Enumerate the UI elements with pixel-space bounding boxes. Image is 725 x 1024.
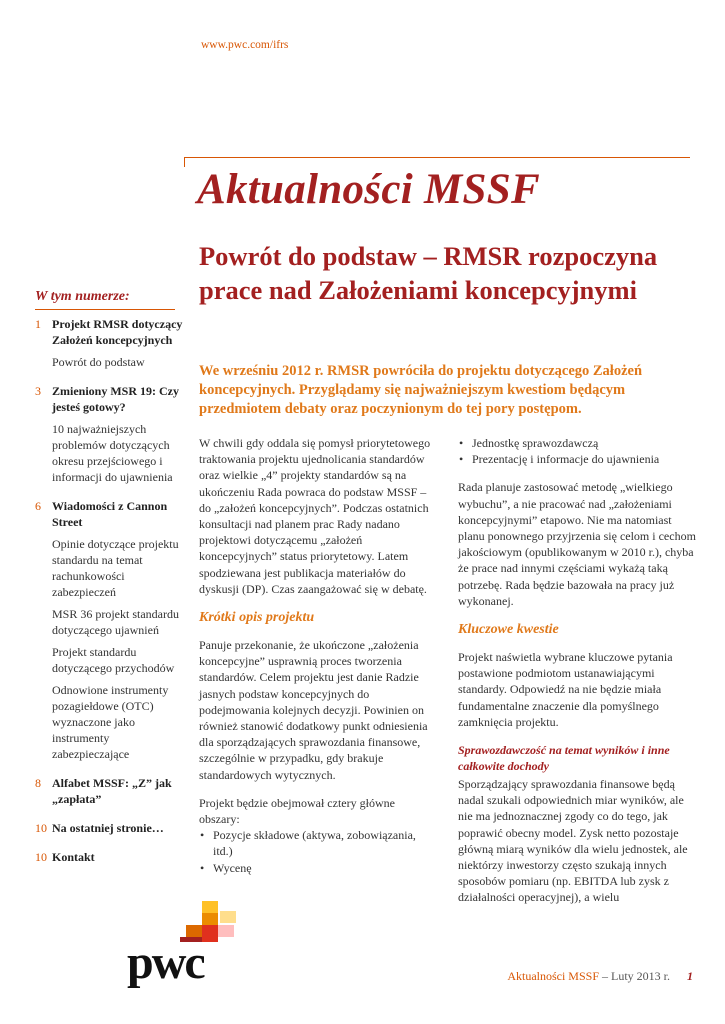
toc-entry-title: Na ostatniej stronie… (52, 821, 164, 835)
toc-page-number: 6 (35, 499, 41, 513)
section-heading: Kluczowe kwestie (458, 622, 559, 638)
toc-divider (35, 309, 175, 310)
website-url[interactable]: www.pwc.com/ifrs (201, 39, 289, 51)
masthead-title: Aktualności MSSF (197, 166, 540, 213)
page-number: 1 (687, 969, 693, 983)
footer-publication: Aktualności MSSF (507, 969, 599, 983)
paragraph: W chwili gdy oddala się pomysł priorytetowego traktowania projektu ujednolicania standardów oraz wielkie „4” projekty standardów są na ukończeniu Rada powraca do podstaw MSSF – do „założeń koncepcyjnych”. Podczas ostatnich konsultacji nad planem prac Rady nadano projektowi dotyczącemu „założeń koncepcyjnych” status priorytetowy. Latem spodziewana jest publikacja materiałów do dyskusji (DP). Czas zaangażować się w debatę. (199, 436, 431, 596)
bullet-list (458, 435, 698, 467)
paragraph: Projekt będzie obejmował cztery główne obszary: (199, 795, 395, 827)
page-footer (507, 969, 693, 984)
toc-subentry: 10 najważniejszych problemów dotyczących okresu przejściowego i informacji do ujawnienia (52, 422, 173, 484)
paragraph: Projekt naświetla wybrane kluczowe pytania postawione podmiotom ustanawiającymi standardy. Odpowiedź na nie będzie miała fundamentalne znaczenie dla pomyślnego zamknięcia projektu. (458, 650, 673, 729)
pwc-logo-text: pwc (127, 936, 204, 989)
toc-entry-title: Projekt RMSR dotyczący Założeń koncepcyjnych (52, 317, 183, 347)
toc-entry[interactable] (35, 316, 185, 370)
toc-entry[interactable] (35, 775, 185, 807)
toc-subentry: Odnowione instrumenty pozagiełdowe (OTC) wyznaczone jako instrumenty zabezpieczające (52, 683, 169, 761)
toc-entry[interactable] (35, 820, 185, 836)
toc-subentry: MSR 36 projekt standardu dotyczącego ujawnień (52, 607, 179, 637)
bullet-item: • Pozycje składowe (aktywa, zobowiązania, itd.) (199, 827, 434, 859)
toc-page-number: 1 (35, 317, 41, 331)
bullet-item: • Wycenę (199, 860, 434, 876)
toc-page-number: 10 (35, 850, 47, 864)
toc-entry-title: Wiadomości z Cannon Street (52, 499, 168, 529)
article-title: Powrót do podstaw – RMSR rozpoczyna prace nad Założeniami koncepcyjnymi (199, 241, 658, 305)
article-column-2 (458, 435, 698, 918)
table-of-contents (35, 316, 185, 865)
paragraph: Sporządzający sprawozdania finansowe będą nadal szukali odpowiednich miar wyników, ale nie ma jednoznacznej zgody co do tego, jak poprawić obecny model. Zysk netto pozostaje główną miarą wyników dla wielu jednostek, ale niektórzy inwestorzy często szukają innych sposobów pomiaru (np. EBITDA lub zysk z działalności operacyjnej), a wielu (458, 777, 688, 905)
toc-subentry: Powrót do podstaw (52, 355, 145, 369)
toc-subentry: Opinie dotyczące projektu standardu na temat rachunkowości zabezpieczeń (52, 537, 179, 599)
footer-date: – Luty 2013 r. (602, 969, 670, 983)
toc-page-number: 10 (35, 821, 47, 835)
toc-page-number: 8 (35, 776, 41, 790)
top-divider (184, 157, 690, 158)
toc-heading: W tym numerze: (35, 289, 130, 304)
toc-entry[interactable] (35, 849, 185, 865)
bullet-list (199, 827, 434, 876)
article-column-1 (199, 435, 434, 876)
section-heading: Krótki opis projektu (199, 610, 315, 626)
toc-subentry: Projekt standardu dotyczącego przychodów (52, 645, 175, 675)
toc-entry-title: Alfabet MSSF: „Z” jak „zapłata” (52, 776, 172, 806)
bullet-item: • Prezentację i informacje do ujawnienia (458, 451, 698, 467)
toc-entry-title: Kontakt (52, 850, 95, 864)
toc-entry-title: Zmieniony MSR 19: Czy jesteś gotowy? (52, 384, 179, 414)
article-lead: We wrześniu 2012 r. RMSR powróciła do projektu dotyczącego Założeń koncepcyjnych. Przyglądamy się najważniejszym kwestiom będącym przedmiotem debaty oraz poczynionym do tej pory postępom. (199, 363, 643, 417)
top-divider-tick (184, 157, 185, 167)
bullet-item: • Jednostkę sprawozdawczą (458, 435, 698, 451)
paragraph: Panuje przekonanie, że ukończone „założenia koncepcyjne” usprawnią proces tworzenia standardów. Celem projektu jest danie Radzie jasnych podstaw koncepcyjnych do podejmowania kolejnych decyzji. Powinien on również stanowić dodatkowy punkt odniesienia dla sporządzających sprawozdania finansowe, szczególnie w przypadku, gdy brakuje standardowych wytycznych. (199, 638, 428, 782)
toc-page-number: 3 (35, 384, 41, 398)
toc-entry[interactable] (35, 498, 185, 762)
sub-heading: Sprawozdawczość na temat wyników i inne całkowite dochody (458, 743, 670, 774)
toc-entry[interactable] (35, 383, 185, 485)
paragraph: Rada planuje zastosować metodę „wielkiego wybuchu”, a nie pracować nad „założeniami koncepcyjnymi” etapowo. Nie ma natomiast planu ponownego przyjrzenia się celom i cechom jakościowym (opublikowanym w 2010 r.), chyba że prace nad innymi częściami wykażą taką potrzebę. Rada będzie bazowała na pracy już wykonanej. (458, 480, 696, 608)
